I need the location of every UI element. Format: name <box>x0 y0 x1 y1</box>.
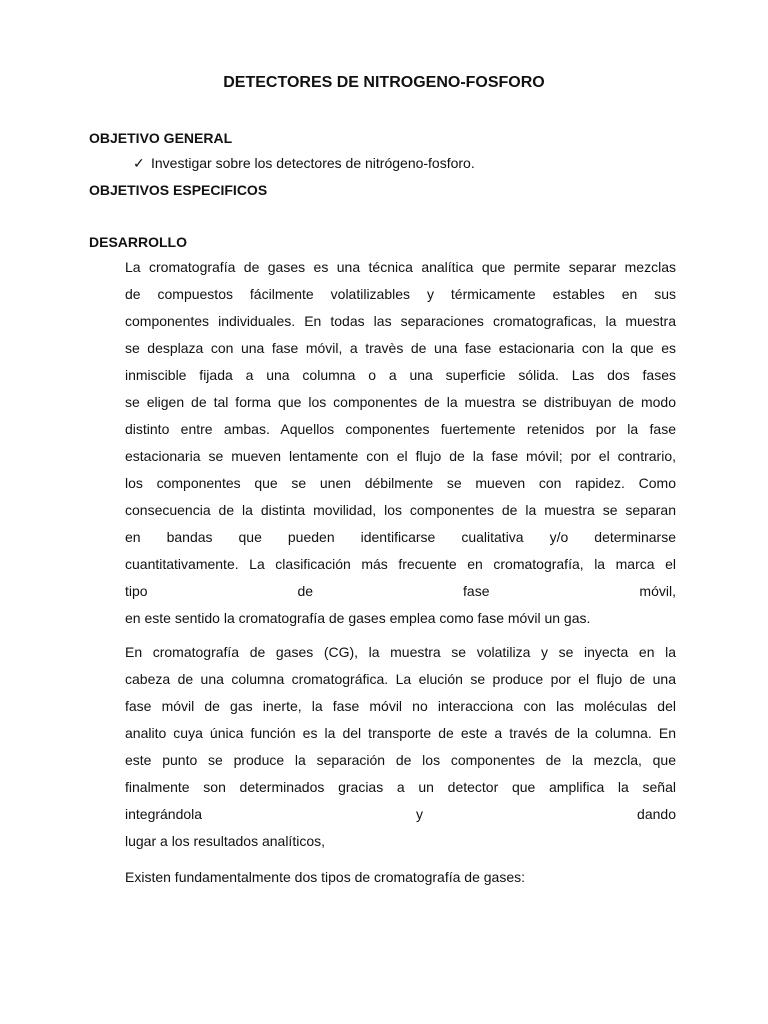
paragraph-line: En cromatografía de gases (CG), la muestra se volatiliza y se inyecta en la <box>125 644 676 660</box>
paragraph-line: consecuencia de la distinta movilidad, los componentes de la muestra se separan <box>125 502 676 518</box>
paragraph-line: distinto entre ambas. Aquellos componentes fuertemente retenidos por la fase <box>125 421 676 437</box>
objetivo-general-item-text: Investigar sobre los detectores de nitrógeno-fosforo. <box>151 155 475 171</box>
desarrollo-paragraph-1 <box>125 254 676 632</box>
checkmark-icon: ✓ <box>133 155 145 171</box>
paragraph-line: cuantitativamente. La clasificación más frecuente en cromatografía, la marca el <box>125 556 676 572</box>
paragraph-line: de compuestos fácilmente volatilizables y térmicamente estables en sus <box>125 286 676 302</box>
desarrollo-paragraph-3 <box>125 864 676 891</box>
document-title: DETECTORES DE NITROGENO-FOSFORO <box>223 74 545 91</box>
paragraph-line: La cromatografía de gases es una técnica analítica que permite separar mezclas <box>125 259 676 275</box>
paragraph-line: lugar a los resultados analíticos, <box>125 833 325 849</box>
desarrollo-heading: DESARROLLO <box>89 234 187 250</box>
paragraph-line: integrándola y dando <box>125 806 676 822</box>
paragraph-line: inmiscible fijada a una columna o a una superficie sólida. Las dos fases <box>125 367 676 383</box>
paragraph-line: Existen fundamentalmente dos tipos de cromatografía de gases: <box>125 869 526 885</box>
objetivos-especificos-heading: OBJETIVOS ESPECIFICOS <box>89 182 268 198</box>
desarrollo-paragraph-2 <box>125 639 676 855</box>
paragraph-line: tipo de fase móvil, <box>125 583 676 599</box>
paragraph-line: analito cuya única función es la del transporte de este a través de la columna. En <box>125 725 676 741</box>
paragraph-line: estacionaria se mueven lentamente con el flujo de la fase móvil; por el contrario, <box>125 448 676 464</box>
paragraph-line: cabeza de una columna cromatográfica. La elución se produce por el flujo de una <box>125 671 676 687</box>
paragraph-line: se desplaza con una fase móvil, a travès de una fase estacionaria con la que es <box>125 340 676 356</box>
paragraph-line: los componentes que se unen débilmente se mueven con rapidez. Como <box>125 475 676 491</box>
objetivo-general-item <box>133 155 475 172</box>
paragraph-line: fase móvil de gas inerte, la fase móvil no interacciona con las moléculas del <box>125 698 676 714</box>
objetivo-general-heading: OBJETIVO GENERAL <box>89 130 233 146</box>
paragraph-line: finalmente son determinados gracias a un detector que amplifica la señal <box>125 779 676 795</box>
paragraph-line: en este sentido la cromatografía de gases emplea como fase móvil un gas. <box>125 610 591 626</box>
paragraph-line: se eligen de tal forma que los componentes de la muestra se distribuyan de modo <box>125 394 676 410</box>
paragraph-line: componentes individuales. En todas las separaciones cromatograficas, la muestra <box>125 313 676 329</box>
paragraph-line: este punto se produce la separación de los componentes de la mezcla, que <box>125 752 676 768</box>
paragraph-line: en bandas que pueden identificarse cualitativa y/o determinarse <box>125 529 676 545</box>
